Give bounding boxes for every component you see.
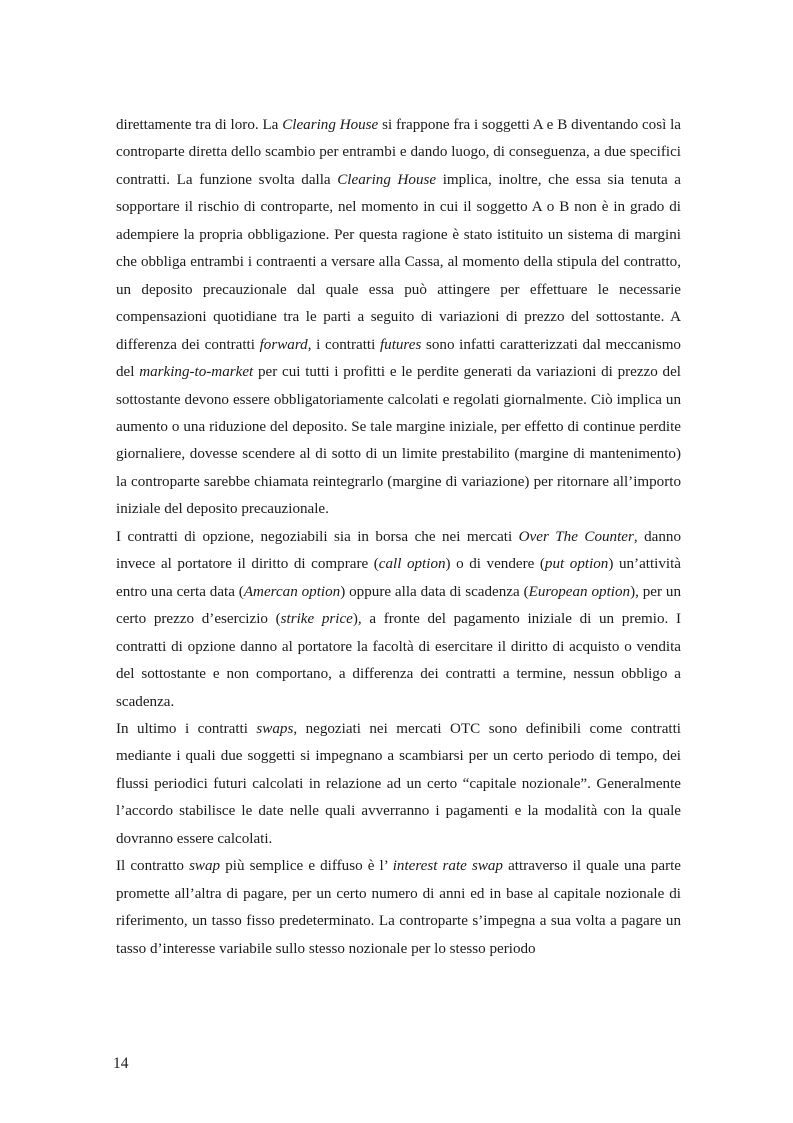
- text-run: , danno invece al portatore il diritto di comprare (: [116, 528, 682, 573]
- body-text: [116, 112, 681, 963]
- italic-term: forward: [259, 336, 308, 353]
- italic-term: swap: [189, 858, 221, 875]
- italic-term: Over The Counter: [518, 528, 634, 545]
- italic-term: interest rate swap: [392, 858, 503, 875]
- text-run: si frappone fra i soggetti A e B diventando così la controparte diretta dello scambio per entrambi e dando luogo, di conseguenza, a due specifici contratti. La funzione svolta dalla: [116, 117, 681, 188]
- text-run: implica, inoltre, che essa sia tenuta a sopportare il rischio di controparte, nel momento in cui il soggetto A o B non è in grado di adempiere la propria obbligazione. Per questa ragione è stato istituito un sistema di margini che obbliga entrambi i contraenti a versare alla Cassa, al momento della stipula del contratto, un deposito precauzionale dal quale essa può attingere per effettuare le necessarie compensazioni quotidiane tra le parti a seguito di variazioni di prezzo del sottostante. A differenza dei contratti: [116, 171, 682, 353]
- italic-term: Clearing House: [337, 171, 437, 188]
- italic-term: Amercan option: [243, 583, 341, 600]
- text-run: attraverso il quale una parte promette all’altra di pagare, per un certo numero di anni ed in base al capitale nozionale di riferimento, un tasso fisso predeterminato. La controparte s’impegna a sua volta a pagare un tasso d’interesse variabile sullo stesso nozionale per lo stesso periodo: [116, 858, 682, 957]
- italic-term: strike price: [280, 611, 353, 628]
- italic-term: Clearing House: [282, 117, 379, 133]
- text-run: ) o di vendere (: [445, 556, 545, 573]
- text-run: In ultimo i contratti: [116, 720, 257, 737]
- italic-term: European option: [528, 583, 631, 600]
- paragraph-options: [116, 524, 681, 716]
- text-run: , negoziati nei mercati OTC sono definibili come contratti mediante i quali due soggetti si impegnano a scambiarsi per un certo periodo di tempo, dei flussi periodici futuri calcolati in relazione ad un certo “capitale nozionale”. Generalmente l’accordo stabilisce le date nelle quali avverranno i pagamenti e la modalità con la quale dovranno essere calcolati.: [116, 720, 681, 847]
- text-run: ) oppure alla data di scadenza (: [340, 583, 529, 600]
- text-run: I contratti di opzione, negoziabili sia in borsa che nei mercati: [116, 528, 519, 545]
- italic-term: put option: [544, 556, 609, 573]
- paragraph-interest-rate-swap: [116, 853, 681, 963]
- italic-term: swaps: [256, 720, 294, 737]
- text-run: ) un’attività entro una certa data (: [116, 556, 681, 600]
- text-run: direttamente tra di loro. La: [116, 117, 283, 133]
- italic-term: call option: [378, 556, 446, 573]
- page-number: 14: [113, 1055, 129, 1072]
- text-run: ), per un certo prezzo d’esercizio (: [116, 583, 681, 628]
- paragraph-clearing-house: [116, 112, 681, 524]
- italic-term: futures: [379, 336, 422, 353]
- text-run: Il contratto: [116, 858, 190, 875]
- text-run: più semplice e diffuso è l’: [220, 858, 393, 875]
- text-run: , i contratti: [307, 336, 380, 353]
- paragraph-swaps: [116, 716, 681, 853]
- text-run: ), a fronte del pagamento iniziale di un premio. I contratti di opzione danno al portatore la facoltà di esercitare il diritto di acquisto o vendita del sottostante e non comportano, a differenza dei contratti a termine, nessun obbligo a scadenza.: [116, 611, 682, 710]
- text-run: per cui tutti i profitti e le perdite generati da variazioni di prezzo del sottostante devono essere obbligatoriamente calcolati e regolati giornalmente. Ciò implica un aumento o una riduzione del deposito. Se tale margine iniziale, per effetto di continue perdite giornaliere, dovesse scendere al di sotto di un limite prestabilito (margine di mantenimento) la controparte sarebbe chiamata reintegrarlo (margine di variazione) per ritornare all’importo iniziale del deposito precauzionale.: [116, 364, 681, 518]
- italic-term: marking-to-market: [139, 364, 254, 381]
- text-run: sono infatti caratterizzati dal meccanismo del: [116, 336, 681, 381]
